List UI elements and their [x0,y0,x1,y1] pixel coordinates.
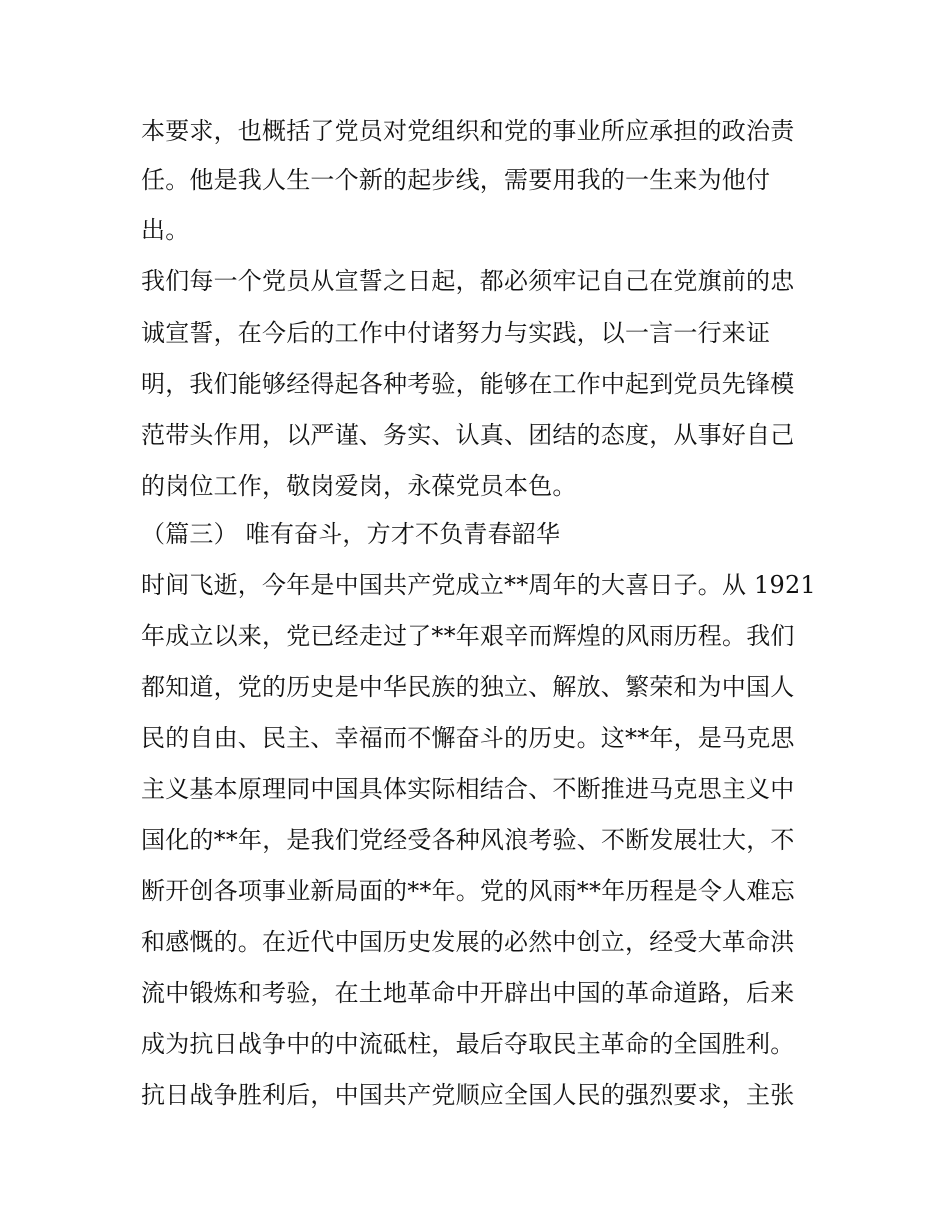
text-line: 的岗位工作，敬岗爱岗，永葆党员本色。 [141,472,577,500]
text-line: 抗日战争胜利后，中国共产党顺应全国人民的强烈要求，主张 [141,1081,795,1109]
text-line: 主义基本原理同中国具体实际相结合、不断推进马克思主义中 [141,775,795,803]
text-line: 都知道，党的历史是中华民族的独立、解放、繁荣和为中国人 [141,673,795,701]
text-line: 我们每一个党员从宣誓之日起，都必须牢记自己在党旗前的忠 [141,267,795,295]
text-line: 任。他是我人生一个新的起步线，需要用我的一生来为他付 [141,166,771,194]
text-line: 流中锻炼和考验，在土地革命中开辟出中国的革命道路，后来 [141,979,795,1007]
text-line: 出。 [141,216,190,244]
text-line: 范带头作用，以严谨、务实、认真、团结的态度，从事好自己 [141,421,795,449]
text-line: 诚宣誓，在今后的工作中付诸努力与实践，以一言一行来证 [141,319,771,347]
text-line: 年成立以来，党已经走过了**年艰辛而辉煌的风雨历程。我们 [141,622,795,650]
text-line: 民的自由、民主、幸福而不懈奋斗的历史。这**年，是马克思 [141,724,795,752]
text-line: 本要求，也概括了党员对党组织和党的事业所应承担的政治责 [141,117,795,145]
section-heading: （篇三） 唯有奋斗，方才不负青春韶华 [141,520,561,548]
text-line: 明，我们能够经得起各种考验，能够在工作中起到党员先锋模 [141,370,795,398]
text-line: 断开创各项事业新局面的**年。党的风雨**年历程是令人难忘 [141,877,795,905]
text-line: 和感慨的。在近代中国历史发展的必然中创立，经受大革命洪 [141,928,795,956]
text-line: 成为抗日战争中的中流砥柱，最后夺取民主革命的全国胜利。 [141,1030,795,1058]
text-line: 国化的**年，是我们党经受各种风浪考验、不断发展壮大，不 [141,826,795,854]
text-line: 时间飞逝，今年是中国共产党成立**周年的大喜日子。从 1921 [141,571,816,599]
